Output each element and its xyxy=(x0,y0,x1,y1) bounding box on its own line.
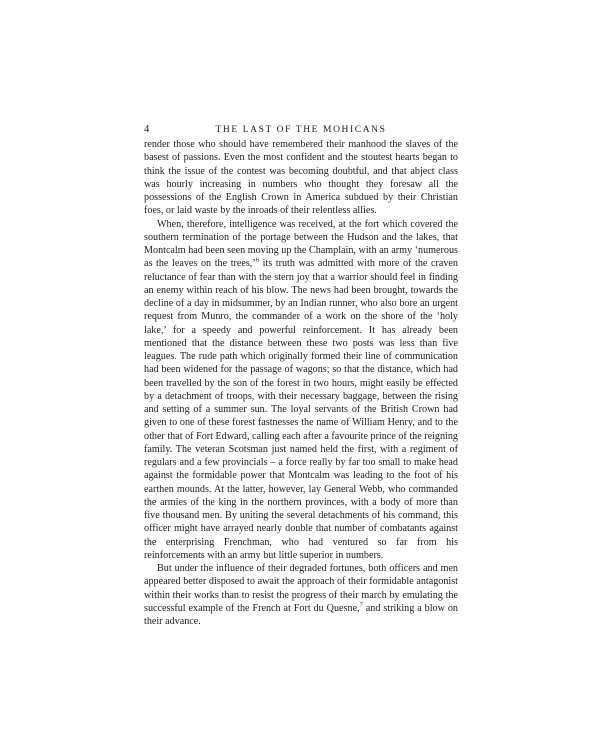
book-page xyxy=(144,123,458,628)
footnote-ref-7: 7 xyxy=(359,601,363,609)
paragraph-text: its truth was admitted with more of the craven reluctance of fear than with the stern joy that a warrior should feel in finding an enemy within reach of his blow. The news had been brought, towards the decline of a day in midsummer, by an Indian runner, who also bore an urgent request from Munro, the commander of a work on the shore of the ‘holy lake,’ for a speedy and powerful reinforcement. It has already been mentioned that the distance between these two posts was less than five leagues. The rude path which originally formed their line of communication had been widened for the passage of wagons; so that the distance, which had been travelled by the son of the forest in two hours, might easily be effected by a detachment of troops, with their necessary baggage, between the rising and setting of a summer sun. The loyal servants of the British Crown had given to one of these forest fastnesses the name of William Henry, and to the other that of Fort Edward, calling each after a favourite prince of the reigning family. The veteran Scotsman just named held the first, with a regiment of regulars and a few provincials – a force really by far too small to make head against the formidable power that Montcalm was leading to the foot of his earthen mounds. At the latter, however, lay General Webb, who commanded the armies of the king in the northern provinces, with a body of more than five thousand men. By uniting the several detachments of his command, this officer might have arrayed nearly double that number of combatants against the enterprising Frenchman, who had ventured so far from his reinforcements with an army but little superior in numbers. xyxy=(144,258,458,561)
paragraph-text: and striking a blow on their advance. xyxy=(144,602,458,627)
page-number: 4 xyxy=(144,124,150,135)
paragraph-1 xyxy=(144,138,458,218)
paragraph-text: render those who should have remembered their manhood the slaves of the basest of passions. Even the most confident and the stoutest hearts began to think the issue of the contest was becoming doubtful, and that abject class was hourly increasing in numbers who thought they foresaw all the possessions of the English Crown in America subdued by their Christian foes, or laid waste by the inroads of their relentless allies. xyxy=(144,139,458,217)
footnote-ref-6: 6 xyxy=(255,256,259,264)
running-head xyxy=(144,123,458,137)
body-text xyxy=(144,138,458,628)
paragraph-text: When, therefore, intelligence was received, at the fort which covered the southern termination of the portage between the Hudson and the lakes, that Montcalm had been seen moving up the Champlain, with an army ‘numerous as the leaves on the trees,’ xyxy=(144,218,458,270)
paragraph-3 xyxy=(144,562,458,628)
paragraph-text: But under the influence of their degraded fortunes, both officers and men appeared better disposed to await the approach of their formidable antagonist within their works than to resist the progress of their march by emulating the successful example of the French at Fort du Quesne, xyxy=(144,563,458,614)
paragraph-2 xyxy=(144,218,458,563)
running-head-title: THE LAST OF THE MOHICANS xyxy=(215,125,387,135)
